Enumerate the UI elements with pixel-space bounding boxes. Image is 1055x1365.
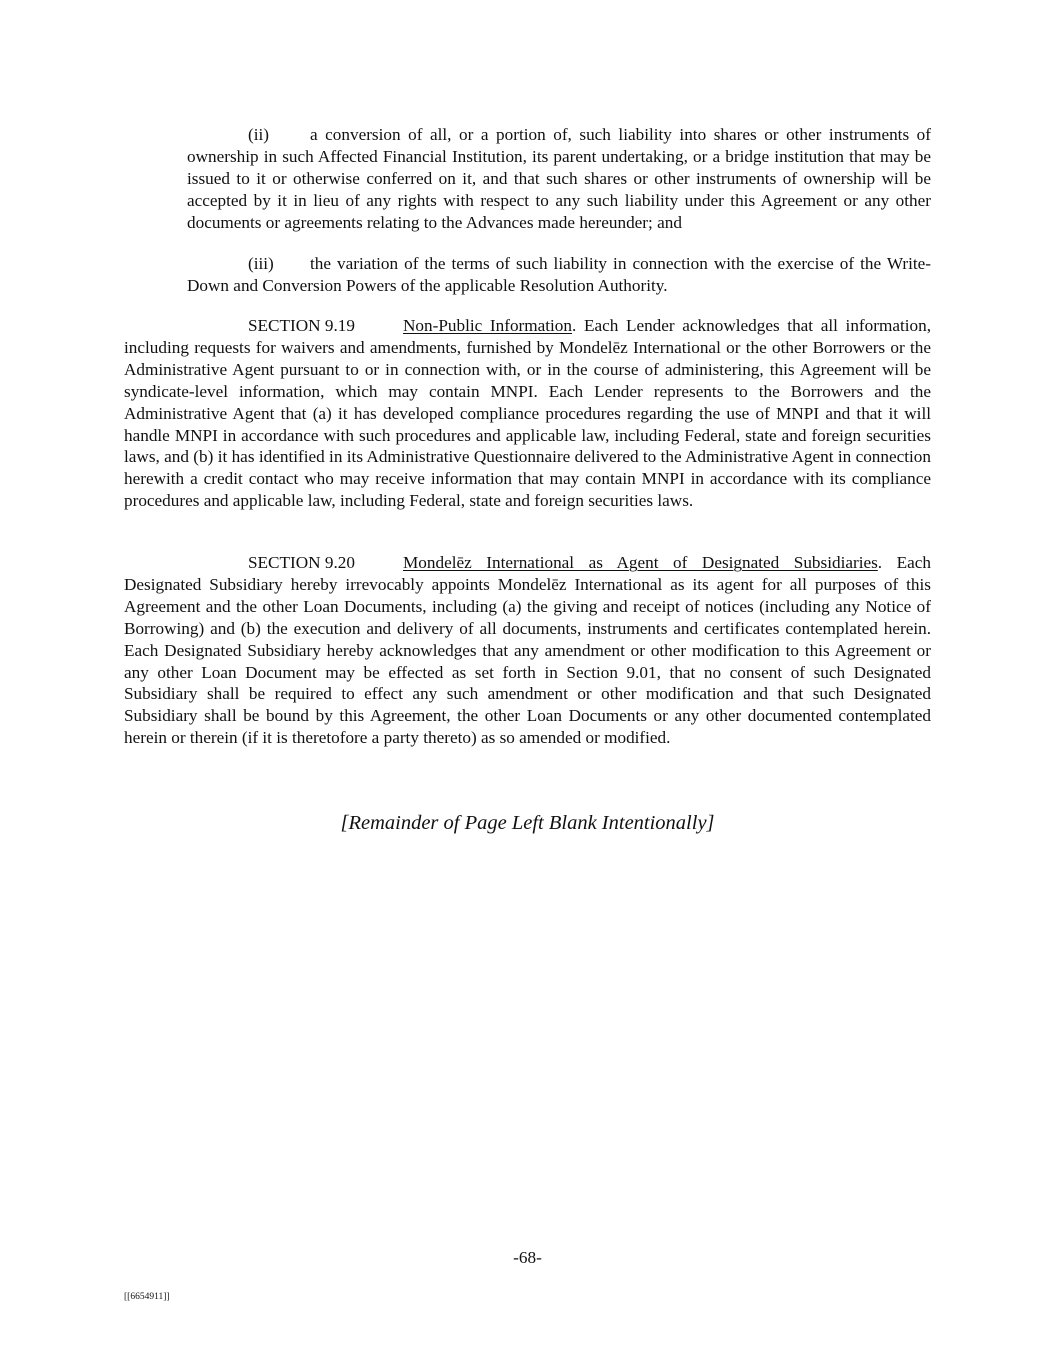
section-9-20 — [124, 552, 931, 749]
document-id: [[6654911]] — [124, 1292, 170, 1302]
section-title-period: . — [572, 316, 584, 335]
section-body: Each Designated Subsidiary hereby irrevocably appoints Mondelēz International as its agent for all purposes of this Agreement and the other Loan Documents, including (a) the giving and receipt of notices (including any Notice of Borrowing) and (b) the execution and delivery of all documents, instruments and certificates contemplated herein. Each Designated Subsidiary hereby acknowledges that any amendment or other modification to this Agreement or any other Loan Document may be effected as set forth in Section 9.01, that no consent of such Designated Subsidiary shall be required to effect any such amendment or other modification and that such Designated Subsidiary shall be bound by this Agreement, the other Loan Documents or any other documented contemplated herein or therein (if it is theretofore a party thereto) as so amended or modified. — [124, 553, 931, 748]
clause-text: the variation of the terms of such liability in connection with the exercise of the Write-Down and Conversion Powers of the applicable Resolution Authority. — [187, 254, 931, 295]
clause-label: (ii) — [248, 125, 269, 144]
clause-iii — [187, 253, 931, 297]
clause-label: (iii) — [248, 254, 274, 273]
section-number: SECTION 9.19 — [248, 316, 355, 335]
section-title-period: . — [877, 553, 897, 572]
page-number: -68- — [513, 1248, 542, 1267]
section-title: Mondelēz International as Agent of Designated Subsidiaries — [403, 553, 878, 572]
clause-ii — [187, 124, 931, 234]
section-body: Each Lender acknowledges that all information, including requests for waivers and amendments, furnished by Mondelēz International or the other Borrowers or the Administrative Agent pursuant to or in connection with, or in the course of administering, this Agreement will be syndicate-level information, which may contain MNPI. Each Lender represents to the Borrowers and the Administrative Agent that (a) it has developed compliance procedures regarding the use of MNPI and that it will handle MNPI in accordance with such procedures and applicable law, including Federal, state and foreign securities laws, and (b) it has identified in its Administrative Questionnaire delivered to the Administrative Agent in connection herewith a credit contact who may receive information that may contain MNPI in accordance with its compliance procedures and applicable law, including Federal, state and foreign securities laws. — [124, 316, 931, 511]
section-9-19 — [124, 315, 931, 512]
section-number: SECTION 9.20 — [248, 553, 355, 572]
remainder-blank-note: [Remainder of Page Left Blank Intentionally] — [340, 812, 715, 834]
section-title: Non-Public Information — [403, 316, 572, 335]
clause-text: a conversion of all, or a portion of, such liability into shares or other instruments of ownership in such Affected Financial Institution, its parent undertaking, or a bridge institution that may be issued to it or otherwise conferred on it, and that such shares or other instruments of ownership will be accepted by it in lieu of any rights with respect to any such liability under this Agreement or any other documents or agreements relating to the Advances made hereunder; and — [187, 125, 931, 232]
